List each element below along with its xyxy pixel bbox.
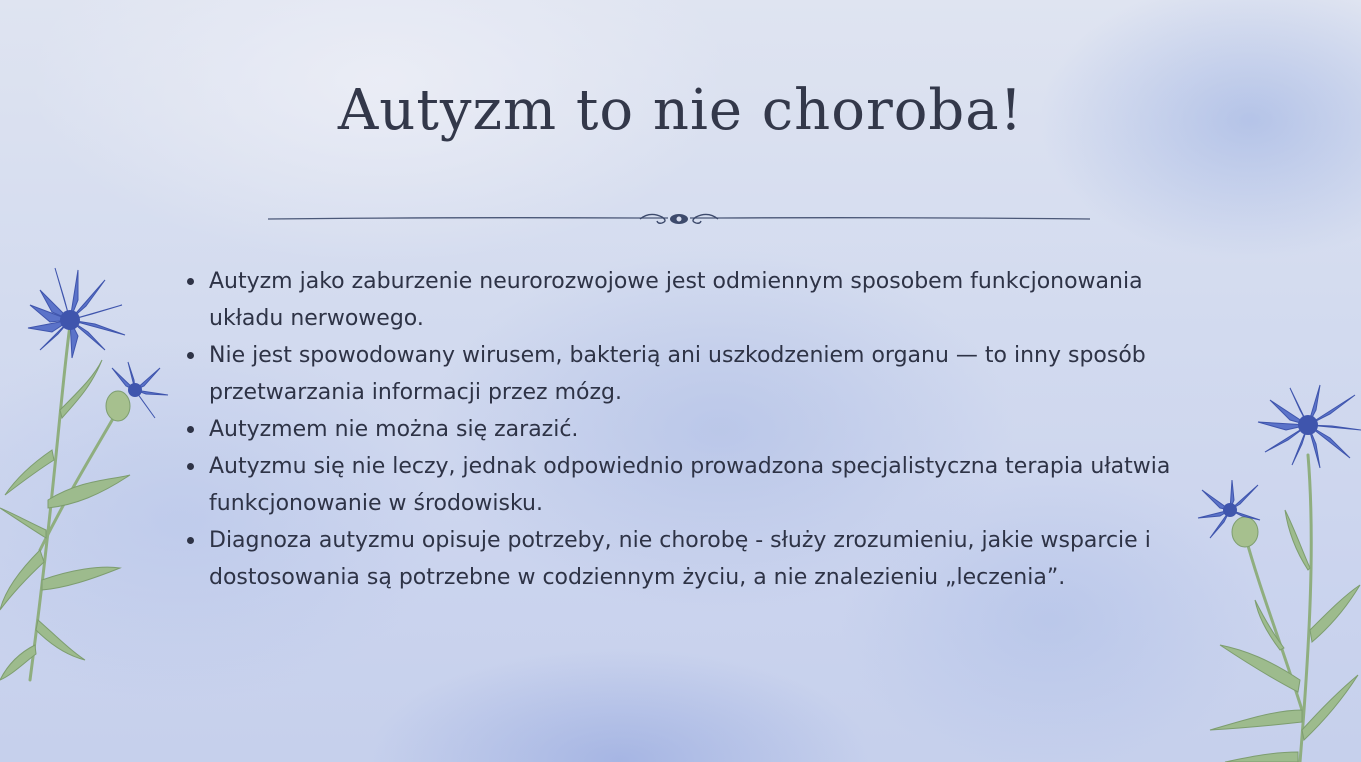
ornamental-divider bbox=[268, 208, 1090, 230]
list-item: Diagnoza autyzmu opisuje potrzeby, nie chorobę - służy zrozumieniu, jakie wsparcie i dostosowania są potrzebne w codziennym życiu, a nie znalezieniu „leczenia”. bbox=[209, 522, 1209, 596]
slide-title: Autyzm to nie choroba! bbox=[337, 78, 1024, 143]
cornflower-right-illustration bbox=[1190, 380, 1361, 762]
cornflower-left-illustration bbox=[0, 250, 180, 690]
list-item: Nie jest spowodowany wirusem, bakterią ani uszkodzeniem organu — to inny sposób przetwarzania informacji przez mózg. bbox=[209, 337, 1209, 411]
list-item: Autyzmem nie można się zarazić. bbox=[209, 411, 1209, 448]
bullet-list bbox=[185, 263, 1209, 596]
list-item: Autyzmu się nie leczy, jednak odpowiednio prowadzona specjalistyczna terapia ułatwia funkcjonowanie w środowisku. bbox=[209, 448, 1209, 522]
list-item: Autyzm jako zaburzenie neurorozwojowe jest odmiennym sposobem funkcjonowania układu nerwowego. bbox=[209, 263, 1209, 337]
